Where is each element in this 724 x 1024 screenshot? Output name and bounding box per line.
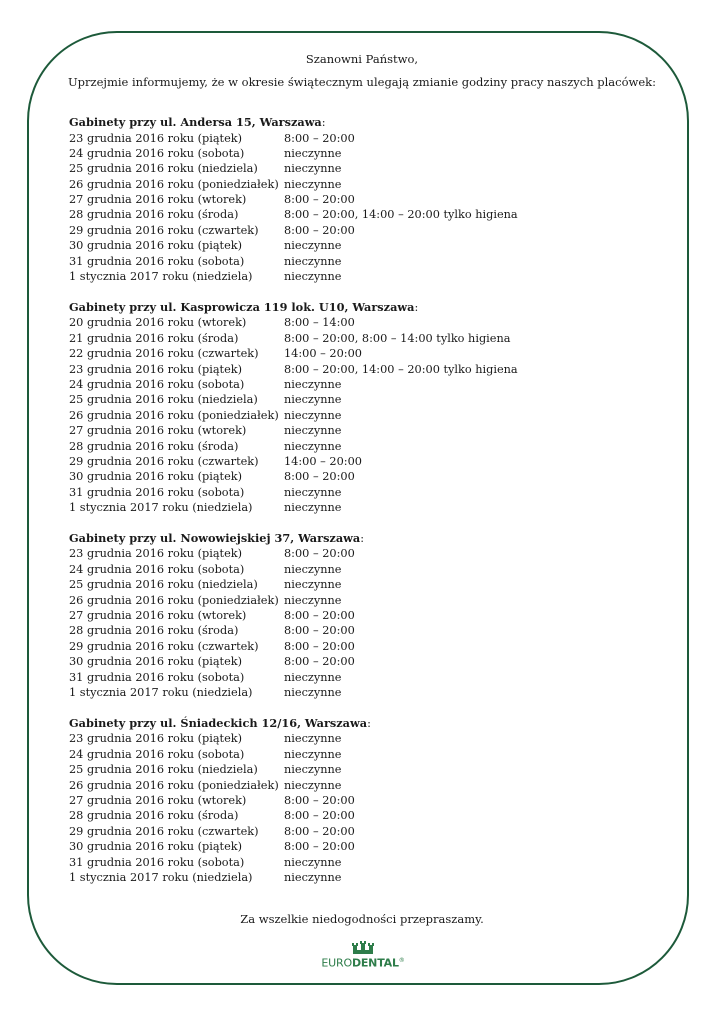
schedule-hours: nieczynne	[284, 501, 342, 515]
schedule-hours: nieczynne	[284, 408, 342, 422]
schedule-hours: 8:00 – 20:00	[284, 547, 355, 561]
schedule-date: 26 grudnia 2016 roku (poniedziałek)	[69, 177, 279, 191]
schedule-row	[69, 670, 669, 685]
schedule-hours: nieczynne	[284, 562, 342, 576]
schedule-hours: nieczynne	[284, 593, 342, 607]
schedule-hours: nieczynne	[284, 732, 342, 746]
schedule-hours: nieczynne	[284, 855, 342, 869]
schedule-date: 29 grudnia 2016 roku (czwartek)	[69, 824, 259, 838]
schedule-hours: nieczynne	[284, 177, 342, 191]
schedule-row	[69, 593, 669, 608]
schedule-row	[69, 839, 669, 854]
schedule-date: 27 grudnia 2016 roku (wtorek)	[69, 424, 247, 438]
location-title-text: Gabinety przy ul. Nowowiejskiej 37, Warszawa	[69, 530, 361, 545]
schedule-hours: 8:00 – 20:00	[284, 223, 355, 237]
schedule-hours: nieczynne	[284, 686, 342, 699]
schedule-hours: 8:00 – 20:00	[284, 193, 355, 207]
schedule-date: 27 grudnia 2016 roku (wtorek)	[69, 609, 247, 623]
schedule-date: 30 grudnia 2016 roku (piątek)	[69, 470, 243, 484]
schedule-hours: nieczynne	[284, 146, 342, 160]
schedule-row	[69, 269, 669, 284]
schedule-row	[69, 623, 669, 638]
schedule-row	[69, 562, 669, 577]
greeting: Szanowni Państwo,	[305, 52, 419, 66]
schedule-row	[69, 192, 669, 207]
schedule-hours: nieczynne	[284, 439, 342, 453]
schedule-date: 31 grudnia 2016 roku (sobota)	[69, 485, 245, 499]
schedule-date: 20 grudnia 2016 roku (wtorek)	[69, 316, 247, 330]
schedule-row	[69, 423, 669, 438]
schedule-hours: nieczynne	[284, 670, 342, 684]
schedule-row	[69, 546, 669, 561]
schedule-date: 26 grudnia 2016 roku (poniedziałek)	[69, 778, 279, 792]
schedule-hours: 8:00 – 20:00	[284, 840, 355, 854]
schedule-date: 23 grudnia 2016 roku (piątek)	[69, 732, 243, 746]
crown-icon	[352, 941, 374, 955]
schedule-date: 31 grudnia 2016 roku (sobota)	[69, 254, 245, 268]
location-section	[69, 716, 669, 885]
schedule-row	[69, 392, 669, 407]
schedule-row	[69, 315, 669, 330]
schedule-date: 23 grudnia 2016 roku (piątek)	[69, 547, 243, 561]
intro-text: Uprzejmie informujemy, że w okresie świątecznym ulegają zmianie godziny pracy naszych placówek:	[67, 75, 657, 89]
schedule-hours: nieczynne	[284, 377, 342, 391]
schedule-row	[69, 747, 669, 762]
schedule-row	[69, 331, 669, 346]
schedule-hours: 14:00 – 20:00	[284, 454, 362, 468]
schedule-date: 30 grudnia 2016 roku (piątek)	[69, 239, 243, 253]
schedule-hours: nieczynne	[284, 254, 342, 268]
schedule-hours: 8:00 – 20:00	[284, 639, 355, 653]
schedule-hours: nieczynne	[284, 578, 342, 592]
schedule-date: 1 stycznia 2017 roku (niedziela)	[69, 686, 253, 699]
schedule-date: 24 grudnia 2016 roku (sobota)	[69, 747, 245, 761]
location-title: Gabinety przy ul. Kasprowicza 119 lok. U10, Warszawa:	[69, 299, 419, 314]
location-section	[69, 531, 669, 700]
schedule-row	[69, 439, 669, 454]
schedule-row	[69, 362, 669, 377]
schedule-hours: 8:00 – 20:00	[284, 809, 355, 823]
location-title: Gabinety przy ul. Nowowiejskiej 37, Warszawa:	[69, 530, 365, 545]
schedule-hours: 14:00 – 20:00	[284, 347, 362, 361]
logo-wordmark	[317, 955, 409, 970]
location-title: Gabinety przy ul. Śniadeckich 12/16, Warszawa:	[69, 715, 371, 730]
location-title: Gabinety przy ul. Andersa 15, Warszawa:	[69, 115, 326, 129]
schedule-hours: 8:00 – 14:00	[284, 316, 355, 330]
schedule-hours: nieczynne	[284, 778, 342, 792]
schedule-row	[69, 808, 669, 823]
schedule-hours: nieczynne	[284, 270, 342, 284]
schedule-date: 25 grudnia 2016 roku (niedziela)	[69, 763, 258, 777]
schedule-row	[69, 685, 669, 700]
schedule-row	[69, 238, 669, 253]
schedule-date: 24 grudnia 2016 roku (sobota)	[69, 377, 245, 391]
schedule-row	[69, 778, 669, 793]
schedule-hours: 8:00 – 20:00	[284, 609, 355, 623]
schedule-hours: nieczynne	[284, 763, 342, 777]
schedule-row	[69, 161, 669, 176]
schedule-date: 29 grudnia 2016 roku (czwartek)	[69, 639, 259, 653]
schedule-row	[69, 408, 669, 423]
location-title-text: Gabinety przy ul. Andersa 15, Warszawa	[69, 115, 322, 129]
schedule-row	[69, 177, 669, 192]
location-title-text: Gabinety przy ul. Kasprowicza 119 lok. U10, Warszawa	[69, 299, 415, 314]
schedule-date: 30 grudnia 2016 roku (piątek)	[69, 840, 243, 854]
schedule-date: 28 grudnia 2016 roku (środa)	[69, 208, 239, 222]
schedule-row	[69, 207, 669, 222]
schedule-date: 29 grudnia 2016 roku (czwartek)	[69, 223, 259, 237]
schedule-row	[69, 639, 669, 654]
schedule-date: 26 grudnia 2016 roku (poniedziałek)	[69, 408, 279, 422]
schedule-row	[69, 131, 669, 146]
schedule-hours: 8:00 – 20:00	[284, 655, 355, 669]
schedule-hours: 8:00 – 20:00	[284, 824, 355, 838]
schedule-hours: 8:00 – 20:00	[284, 470, 355, 484]
schedule-hours: nieczynne	[284, 424, 342, 438]
schedule-row	[69, 654, 669, 669]
schedule-row	[69, 346, 669, 361]
schedule-date: 28 grudnia 2016 roku (środa)	[69, 439, 239, 453]
eurodental-logo	[317, 941, 409, 975]
schedule-hours: 8:00 – 20:00	[284, 793, 355, 807]
schedule-date: 1 stycznia 2017 roku (niedziela)	[69, 501, 253, 515]
schedule-date: 31 grudnia 2016 roku (sobota)	[69, 670, 245, 684]
schedule-row	[69, 793, 669, 808]
schedule-date: 28 grudnia 2016 roku (środa)	[69, 624, 239, 638]
schedule-date: 25 grudnia 2016 roku (niedziela)	[69, 393, 258, 407]
schedule-date: 31 grudnia 2016 roku (sobota)	[69, 855, 245, 869]
schedule-date: 25 grudnia 2016 roku (niedziela)	[69, 578, 258, 592]
schedule-row	[69, 500, 669, 515]
schedule-row	[69, 254, 669, 269]
schedule-hours: nieczynne	[284, 485, 342, 499]
schedule-row	[69, 485, 669, 500]
schedule-date: 27 grudnia 2016 roku (wtorek)	[69, 193, 247, 207]
schedule-hours: nieczynne	[284, 162, 342, 176]
logo-registered-mark: ®	[398, 957, 405, 964]
schedule-row	[69, 731, 669, 746]
schedule-date: 26 grudnia 2016 roku (poniedziałek)	[69, 593, 279, 607]
schedule-hours: 8:00 – 20:00, 8:00 – 14:00 tylko higiena	[284, 331, 511, 345]
schedule-row	[69, 469, 669, 484]
schedule-hours: nieczynne	[284, 870, 342, 884]
schedule-row	[69, 824, 669, 839]
schedule-date: 27 grudnia 2016 roku (wtorek)	[69, 793, 247, 807]
schedule-date: 28 grudnia 2016 roku (środa)	[69, 809, 239, 823]
schedule-hours: nieczynne	[284, 393, 342, 407]
schedule-row	[69, 577, 669, 592]
schedule-row	[69, 608, 669, 623]
schedule-sections	[69, 115, 669, 901]
schedule-hours: 8:00 – 20:00, 14:00 – 20:00 tylko higiena	[284, 208, 518, 222]
schedule-date: 24 grudnia 2016 roku (sobota)	[69, 146, 245, 160]
schedule-date: 23 grudnia 2016 roku (piątek)	[69, 131, 243, 145]
schedule-hours: nieczynne	[284, 747, 342, 761]
schedule-row	[69, 870, 669, 885]
closing-text: Za wszelkie niedogodności przepraszamy.	[240, 912, 484, 926]
schedule-row	[69, 223, 669, 238]
schedule-row	[69, 146, 669, 161]
location-section	[69, 115, 669, 284]
schedule-date: 21 grudnia 2016 roku (środa)	[69, 331, 239, 345]
location-section	[69, 300, 669, 516]
schedule-row	[69, 454, 669, 469]
schedule-date: 1 stycznia 2017 roku (niedziela)	[69, 870, 253, 884]
schedule-row	[69, 762, 669, 777]
schedule-date: 22 grudnia 2016 roku (czwartek)	[69, 347, 259, 361]
schedule-hours: 8:00 – 20:00, 14:00 – 20:00 tylko higiena	[284, 362, 518, 376]
schedule-date: 24 grudnia 2016 roku (sobota)	[69, 562, 245, 576]
schedule-date: 29 grudnia 2016 roku (czwartek)	[69, 454, 259, 468]
schedule-date: 25 grudnia 2016 roku (niedziela)	[69, 162, 258, 176]
logo-text-euro: EURO	[321, 956, 352, 970]
schedule-row	[69, 855, 669, 870]
schedule-hours: 8:00 – 20:00	[284, 624, 355, 638]
schedule-hours: nieczynne	[284, 239, 342, 253]
location-title-text: Gabinety przy ul. Śniadeckich 12/16, Warszawa	[69, 715, 368, 730]
logo-text-dental: DENTAL	[351, 956, 399, 970]
schedule-row	[69, 377, 669, 392]
schedule-date: 1 stycznia 2017 roku (niedziela)	[69, 270, 253, 284]
schedule-hours: 8:00 – 20:00	[284, 131, 355, 145]
schedule-date: 30 grudnia 2016 roku (piątek)	[69, 655, 243, 669]
schedule-date: 23 grudnia 2016 roku (piątek)	[69, 362, 243, 376]
